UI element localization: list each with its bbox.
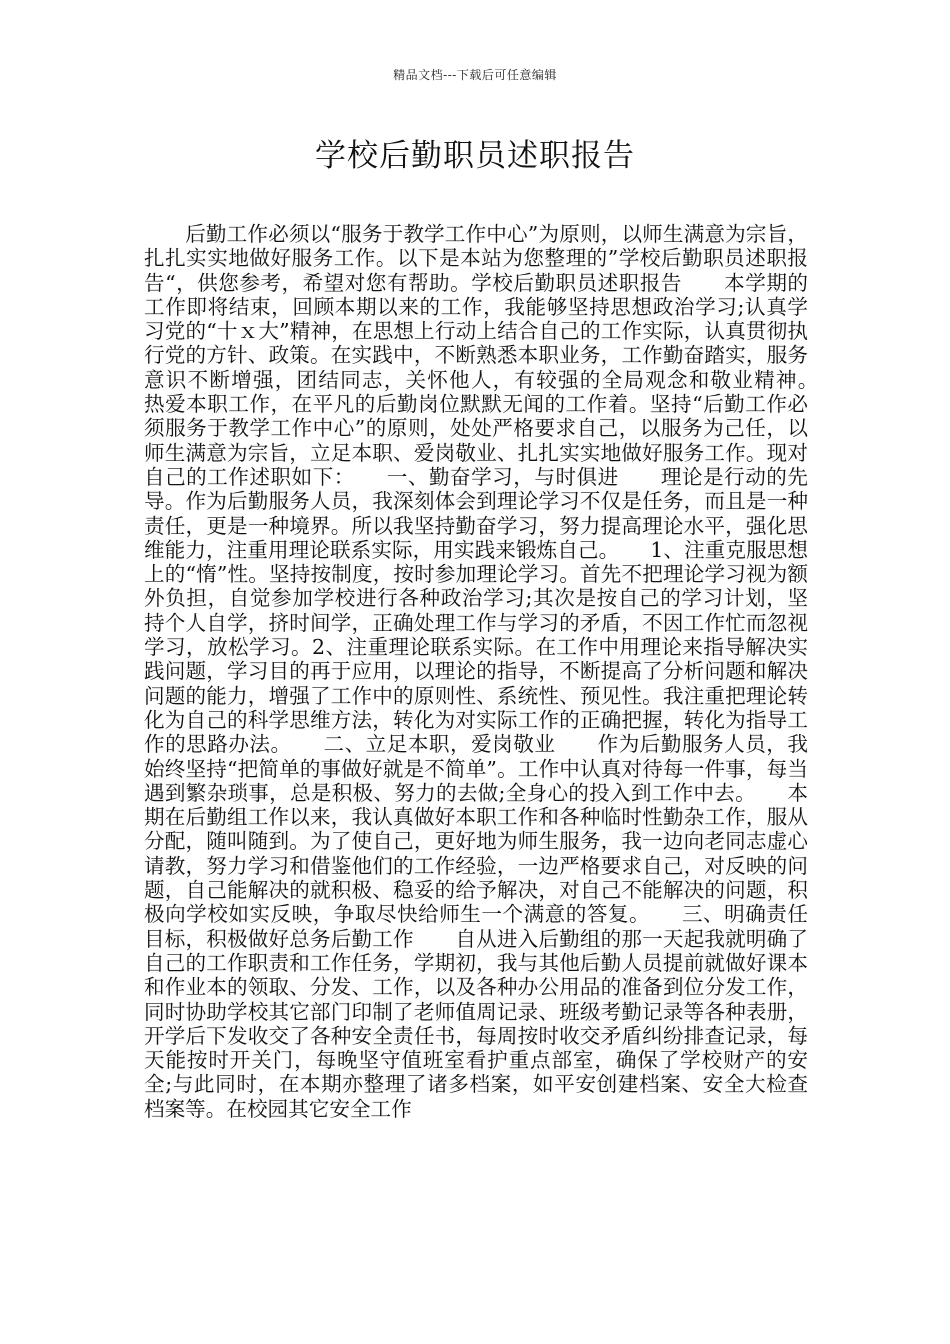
header-note: 精品文档---下载后可任意编辑: [393, 68, 557, 82]
document-title: 学校后勤职员述职报告: [315, 138, 635, 174]
body-paragraph: 后勤工作必须以“服务于教学工作中心”为原则，以师生满意为宗旨，扎扎实实地做好服务工作。以下是本站为您整理的”学校后勤职员述职报告“，供您参考，希望对您有帮助。学校后勤职员述职报告 本学期的工作即将结束，回顾本期以来的工作，我能够坚持思想政治学习;认真学习党的“十ｘ大”精神，在思想上行动上结合自己的工作实际，认真贯彻执行党的方针、政策。在实践中，不断熟悉本职业务，工作勤奋踏实，服务意识不断增强，团结同志，关怀他人，有较强的全局观念和敬业精神。 热爱本职工作，在平凡的后勤岗位默默无闻的工作着。坚持“后勤工作必须服务于教学工作中心”的原则，处处严格要求自己，以服务为己任，以师生满意为宗旨，立足本职、爱岗敬业、扎扎实实地做好服务工作。现对自己的工作述职如下： 一、勤奋学习，与时俱进 理论是行动的先导。作为后勤服务人员，我深刻体会到理论学习不仅是任务，而且是一种责任，更是一种境界。所以我坚持勤奋学习，努力提高理论水平，强化思维能力，注重用理论联系实际，用实践来锻炼自己。 1、注重克服思想上的“惰”性。坚持按制度，按时参加理论学习。首先不把理论学习视为额外负担，自觉参加学校进行各种政治学习;其次是按自己的学习计划，坚持个人自学，挤时间学，正确处理工作与学习的矛盾，不因工作忙而忽视学习，放松学习。2、注重理论联系实际。在工作中用理论来指导解决实践问题，学习目的再于应用，以理论的指导，不断提高了分析问题和解决问题的能力，增强了工作中的原则性、系统性、预见性。我注重把理论转化为自己的科学思维方法，转化为对实际工作的正确把握，转化为指导工作的思路办法。 二、立足本职，爱岗敬业 作为后勤服务人员，我始终坚持“把简单的事做好就是不简单”。工作中认真对待每一件事，每当遇到繁杂琐事，总是积极、努力的去做;全身心的投入到工作中去。 本期在后勤组工作以来，我认真做好本职工作和各种临时性勤杂工作，服从分配，随叫随到。为了使自己，更好地为师生服务，我一边向老同志虚心请教，努力学习和借鉴他们的工作经验，一边严格要求自己，对反映的问题，自己能解决的就积极、稳妥的给予解决，对自己不能解决的问题，积极向学校如实反映，争取尽快给师生一个满意的答复。 三、明确责任目标，积极做好总务后勤工作 自从进入后勤组的那一天起我就明确了自己的工作职责和工作任务，学期初，我与其他后勤人员提前就做好课本和作业本的领取、分发、工作，以及各种办公用品的准备到位分发工作，同时协助学校其它部门印制了老师值周记录、班级考勤记录等各种表册，开学后下发收交了各种安全责任书，每周按时收交矛盾纠纷排查记录，每天能按时开关门，每晚坚守值班室看护重点部室，确保了学校财产的安全;与此同时，在本期亦整理了诸多档案，如平安创建档案、安全大检查档案等。在校园其它安全工作: [144, 222, 850, 1121]
